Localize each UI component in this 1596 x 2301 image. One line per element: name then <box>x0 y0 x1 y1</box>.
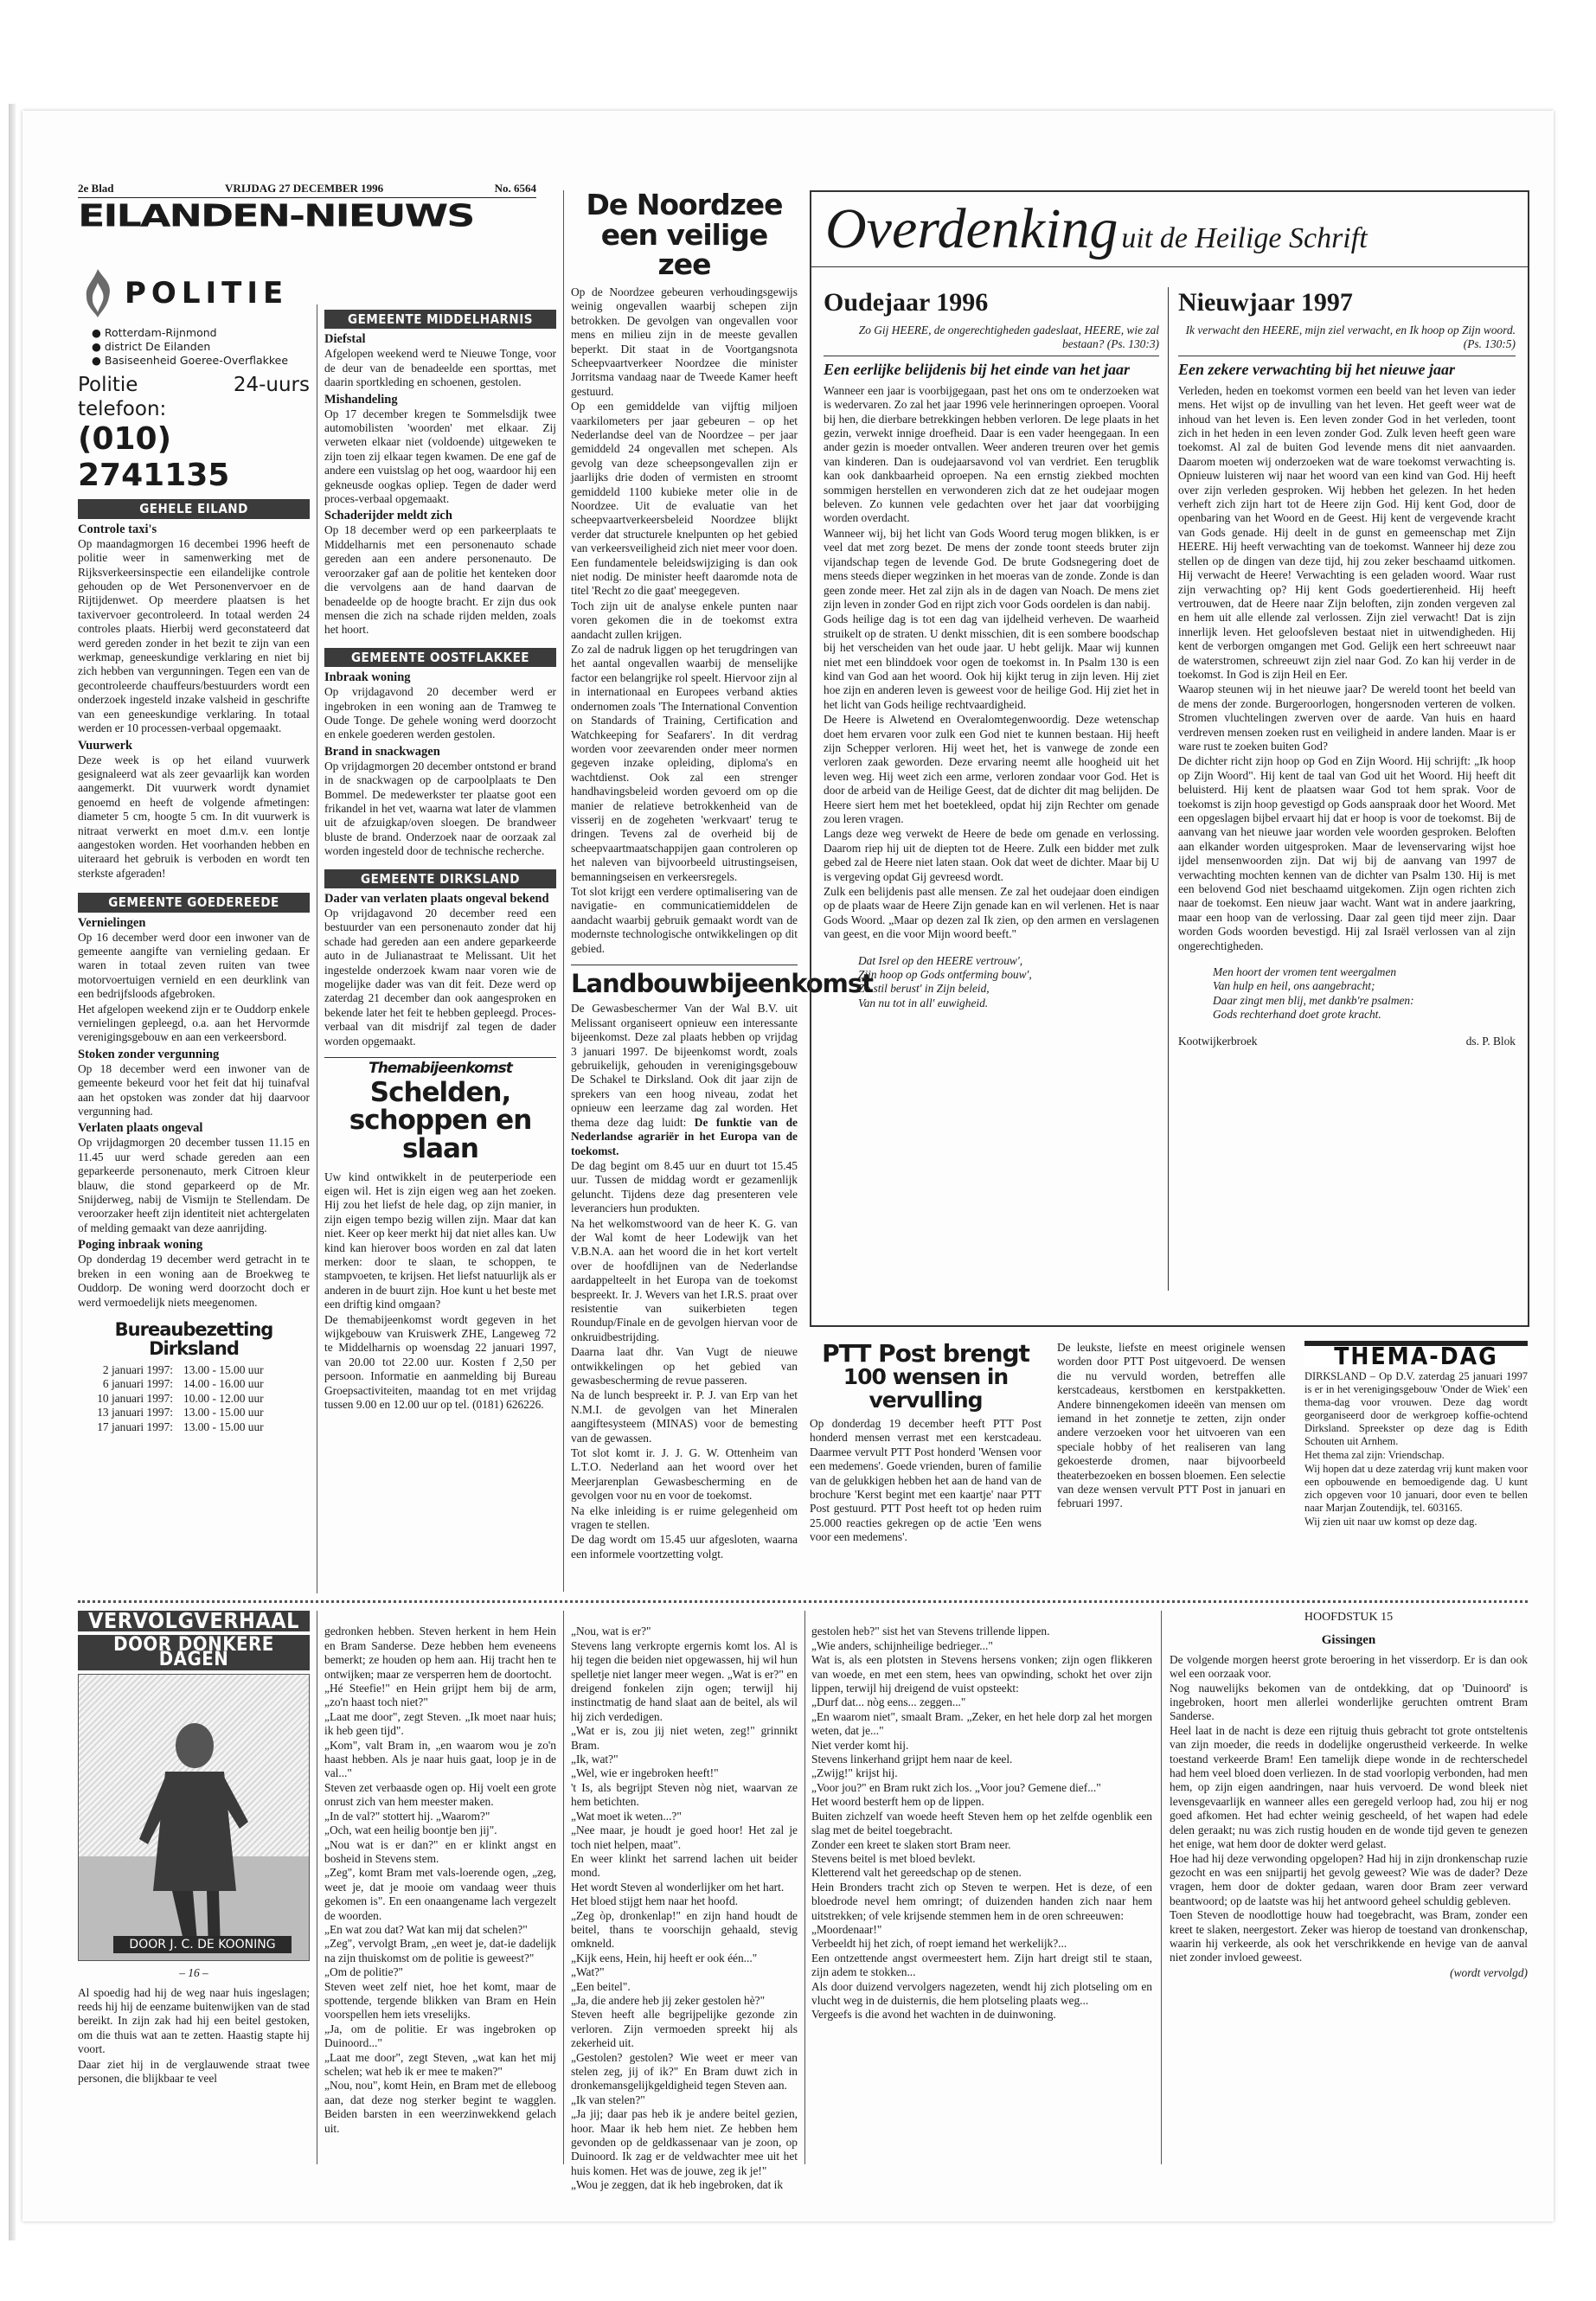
serial-illustration <box>78 1674 310 1961</box>
article-mishandeling: Op 17 december kregen te Sommelsdijk twee automobilisten 'woorden' met elkaar. Zij verweten elkaar niet (voldoende) uitgeweken te zijn toen zij elkaar tegen kwamen. De ene gaf de andere een vuistslag op het oog, waardoor hij een gekneusde oogkas opliep. Tegen de dader werd proces-verbaal opgemaakt. <box>324 407 556 506</box>
headline-controle-taxis: Controle taxi's <box>78 522 157 536</box>
politie-line-1: ● Rotterdam-Rijnmond <box>92 326 217 340</box>
article-landbouw-6: Tot slot komt ir. J. J. G. W. Ottenheim van L.T.O. Nederland aan het woord over het Meerjarenplan Gewasbescherming en de gevolgen voor nu en voor de toekomst. <box>571 1446 798 1503</box>
serial-col-5 <box>1170 1611 1528 1980</box>
serial-c4: gestolen heb?" sist het van Stevens trillende lippen. „Wie anders, schijnheilige bedrieger..." Wat is, als een plotsten in Stevens hersens vonken; zijn ogen flikkeren van woede, en met een stem, hees van opwinding, schokt het over zijn lippen, terwijl hij dreigend de vuist opsteekt: „Durf dat... nòg eens... zeggen..." „En waarom niet", smaalt Bram. „Zeker, en het hele dorp zal het morgen weten, dat je..." Niet verder komt hij. Stevens linkerhand grijpt hem naar de keel. „Zwijg!" krijst hij. „Voor jou?" en Bram rukt zich los. „Voor jou? Gemene dief..." Het woord besterft hem op de lippen. Buiten zichzelf van woede heeft Steven hem op het zelfde ogenblik een slag met de beitel toegebracht. Zonder een kreet te slaken stort Bram neer. Stevens beitel is met bloed bevlekt. Kletterend valt het gereedschap op de stenen. Hein Bronders tracht zich op Steven te werpen. Het is deze, of een bloedrode nevel hem omringt; of duizenden handen zich naar hem uitstrekken; of vele krijsende stemmen hem in de oren schreeuwen: „Moordenaar!" Verbeeldt hij het zich, of roept iemand het werkelijk?... Een ontzettende angst overmeestert hem. Zijn hart dreigt stil te staan, zijn adem te stokken... Als door duizend vervolgers nagezeten, wendt hij zich plotseling om en vlucht weg in de duisternis, die hem plotseling plaats weg... Vergeefs is die avond het wachten in de duinwoning. <box>811 1625 1152 2022</box>
section-gemeente-goedereede: GEMEENTE GOEDEREEDE <box>78 893 310 912</box>
politie-line-3: ● Basiseenheid Goeree-Overflakkee <box>92 354 289 368</box>
oudejaar-p3: Gods heilige dag is tot een dag van ijdelheid verheven. De waarheid struikelt op de straten. U denkt misschien, dit is een sombere boodschap bij het verscheiden van het oude jaar. U hebt gelijk. Maar wij kunnen niet met een blinddoek voor ogen de toekomst in. In Psalm 130 is een kind van God aan het woord. Ook hij kijkt terug in zijn leven. Hij ziet hoe zijn en anderen leven is geweest voor de heilige God. Hij ziet het in het licht van Gods heilige rechtvaardigheid. <box>824 612 1159 711</box>
thema-kicker: Themabijeenkomst <box>369 1060 512 1078</box>
headline-brand-snackwagen: Brand in snackwagen <box>324 744 440 759</box>
article-diefstal: Afgelopen weekend werd te Nieuwe Tonge, voor de deur van de benadeelde een sporttas, met daarin sportkleding en schoenen, gestolen. <box>324 347 556 389</box>
article-schelden: Uw kind ontwikkelt in de peuterperiode een eigen wil. Het is zijn eigen weg aan het zoeken. Hij zou het liefst de hele dag, op zijn manier, in zijn eigen tempo bezig willen zijn. Maar dat kan niet. Keer op keer merkt hij dat niet alles kan. Uw kind kan hierover boos worden en zal dat laten merken: door te slaan, te schoppen, te stampvoeten, te krijsen. Het liefst natuurlijk als er anderen in de buurt zijn. Hoe kunt u het beste met een driftig kind omgaan? <box>324 1170 556 1311</box>
ptt-article <box>810 1341 1294 1600</box>
oudejaar-poem: Dat Isrel op den HEERE vertrouw', Zijn hoop op Gods ontferming bouw', Zo stil berust' in Zijn beleid, Van nu tot in all' euwigheid. <box>858 953 1032 1009</box>
oudejaar-head: Oudejaar 1996 <box>824 288 989 317</box>
themadag-p3: Wij hopen dat u deze zaterdag vrij kunt maken voor een opbouwende en bemoedigende dag. U kunt zich opgeven voor 10 januari, door even te bellen naar Marjan Zoutendijk, tel. 603165. <box>1304 1463 1528 1515</box>
article-poging-inbraak: Op donderdag 19 december werd getracht in te breken in een woning aan de Broekweg te Ouddorp. De woning werd doorzocht doch er werd vermoedelijk niets meegenomen. <box>78 1253 310 1309</box>
newspaper-page <box>78 182 1531 2192</box>
headline-stoken: Stoken zonder vergunning <box>78 1047 220 1061</box>
article-inbraak-woning: Op vrijdagavond 20 december werd er ingebroken in een woning aan de Tramweg te Oude Tonge. De gehele woning werd doorzocht en enkele goederen werden gestolen. <box>324 685 556 741</box>
continuation-note: (wordt vervolgd) <box>1450 1965 1528 1979</box>
article-schaderijder: Op 18 december werd op een parkeerplaats te Middelharnis met een personenauto schade gereden aan een andere personenauto. De veroorzaker gaf aan de politie het kenteken door die vervolgens aan de hand daarvan de benadeelde op de hoogte bracht. Er zijn dus ook mensen die zich na schade rijden melden, zoals het hoort. <box>324 523 556 637</box>
serial-head-2: DOOR DONKERE DAGEN <box>78 1635 310 1670</box>
ptt-col-2 <box>1057 1341 1285 1512</box>
serial-c1-p2: Daar ziet hij in de verglauwende straat twee personen, die blijkbaar te veel <box>78 2057 310 2086</box>
column-rule <box>563 1611 564 2164</box>
binding-spine <box>9 104 16 2240</box>
serial-col-3 <box>571 1611 798 2208</box>
article-noordzee-4: Zo zal de nadruk liggen op het terugdringen van het aantal ongevallen waarbij de menselijke factor een belangrijke rol speelt. Hiervoor zijn al in internationaal en Europees verband akties ondernomen zoals 'The International Convention on Standards of Training, Certification and Watchkeeping for Seafarers'. In dit verdrag worden voor zeevarenden onder meer normen gegeven inzake opleiding, diploma's en wachtdienst. Ook zal een strenger handhavingsbeleid worden gevoerd om op die manier de relatieve betrokkenheid van de visserij en de zogeheten 'werkvaart' terug te dringen. Tevens zal de overheid bij de scheepvaartmaatschappijen gaan controleren op het naleven van bijvoorbeeld uitrustingseisen, bemanningseisen en verkeersregels. <box>571 643 798 883</box>
article-noordzee-2: Op een gemiddelde van vijftig miljoen vaarkilometers per jaar gebeuren – op het Nederlandse deel van de Noordzee – per jaar gemiddeld 24 ongevallen met schepen. Als gevolg van deze scheepsongevallen zijn er jaarlijks drie doden of vermisten en stroomt gemiddeld 1100 kubieke meter olie in de Noordzee. Uit de evaluatie van het scheepvaartverkeersbeleid Noordzee blijkt verder dat structurele knelpunten op het gebied van verkeersveiligheid zich niet meer voor doen. Een fundamentele beleidswijziging is dan ook niet nodig. De minister heeft daaromde nota de titel 'Recht zo die gaat' meegegeven. <box>571 400 798 598</box>
phone-number: (010) 2741135 <box>78 421 230 494</box>
chapter-subtitle: Gissingen <box>1321 1633 1376 1648</box>
headline-vernielingen: Vernielingen <box>78 915 146 930</box>
serial-c3: „Nou, wat is er?" Stevens lang verkropte ergernis komt los. Al is hij tegen die beiden niet opgewassen, hij wil hun spelletje niet langer meer wegen. „Wat is er?" en dreigend fonkelen zijn ogen; terwijl hij instinctmatig de hand slaat aan de beitel, als wil hij zich verdedigen. „Wat er is, zou jij niet weten, zeg!" grinnikt Bram. „Ik, wat?" „Wel, wie er ingebroken heeft!" 't Is, als begrijpt Steven nòg niet, waarvan ze hem betichten. „Wat moet ik weten...?" „Nee maar, je houdt je goed hoor! Het zal je toch niet helpen, maat". En weer klinkt het sarrend lachen uit beider mond. Het wordt Steven al wonderlijker om het hart. Het bloed stijgt hem naar het hoofd. „Zeg òp, dronkenlap!" en zijn hand houdt de beitel, thans te voorschijn gehaald, stevig omkneld. „Kijk eens, Hein, hij heeft er ook één..." „Wat?" „Een beitel". „Ja, die andere heb jij zeker gestolen hè?" Steven heeft alle begrijpelijke gezonde zin verloren. Zijn vermoeden spreekt hij als zekerheid uit. „Gestolen? gestolen? Wie weet er meer van stelen zeg, jij of ik?" En Bram duwt zich in dronkemansgelijkgeldigheid tegen Steven aan. „Ik van stelen?" „Ja jij; daar pas heb ik je andere beitel gezien, hoor. Maar ik heb hem niet. Ze hebben hem gevonden op de geldkassenaar van je zoon, op Duinoord. Ik zag er de veldwachter mee uit het huis komen. Het was de jouwe, zeg ik je!" „Wou je zeggen, dat ik heb ingebroken, dat ik <box>571 1625 798 2192</box>
overdenking-box <box>810 190 1529 1327</box>
politie-logo-text: POLITIE <box>125 276 289 311</box>
headline-schelden-schoppen: Schelden, schoppen en slaan <box>349 1076 532 1164</box>
headline-landbouw: Landbouwbijeenkomst <box>571 969 873 999</box>
oudejaar-p1: Wanneer een jaar is voorbijgegaan, past het ons om te onderzoeken wat is wedervaren. Zo zal het jaar 1996 vele herinneringen oproepen. Vooral bij hen, die dierbare betrekkingen hebben verloren. De lege plaats in het gezin, verwekt innige droefheid. Daar is een vader heengegaan. In een ander gezin is moeder ontvallen. Weer anderen treuren over het gemis van kinderen. Dan is oudejaarsavond vol van verdriet. Een terugblik kan ook dankbaarheid oproepen. Na een ernstig ziekbed mochten sommigen herstellen en verwonderen zich dat ze het oudejaar mogen beleven. Zo kunnen vele gedachten over het jaar dat voorbijging worden overdacht. <box>824 383 1159 525</box>
politie-block <box>78 267 310 494</box>
nieuwjaar-poem: Men hoort der vromen tent weergalmen Van hulp en heil, ons aangebracht; Daar zingt men blij, met dankb're psalmen: Gods rechterhand doet grote kracht. <box>1213 965 1414 1022</box>
article-landbouw-3: Na het welkomstwoord van de heer K. G. van der Wal komt de heer Lodewijk van het V.B.N.A. aan het woord die in het kort vertelt over de hoofdlijnen van de Nederlandse aardappelteelt in het Europa van de toekomst bespreekt. Ir. J. Wevers van het I.R.S. praat over resistentie van suikerbieten tegen Roundup/Finale en de gevolgen hiervan voor de onkruidbestrijding. <box>571 1216 798 1343</box>
serial-byline: DOOR J. C. DE KOONING <box>113 1936 292 1953</box>
oudejaar-verse: Zo Gij HEERE, de ongerechtigheden gadeslaat, HEERE, wie zal bestaan? (Ps. 130:3) <box>858 324 1159 351</box>
serial-col-2 <box>324 1611 556 2150</box>
nieuwjaar-p2: Waarop steunen wij in het nieuwe jaar? De wereld toont het beeld van de mens der zonde. Burgeroorlogen, hongersnoden verteren de volken. Stromen vluchtelingen zwerven over de aarde. Van huis en haard verdreven mensen zoeken rust en veiligheid in andere landen. Maar is er ware rust te zoeken buiten God? <box>1178 683 1516 753</box>
section-gemeente-oostflakkee: GEMEENTE OOSTFLAKKEE <box>324 648 556 667</box>
serial-c5: De volgende morgen heerst grote beroering in het visserdorp. Er is dan ook wel een oorzaak voor. Nog nauwelijks bekomen van de ontdekking, dat op 'Duinoord' is ingebroken, hoort men allerlei wonderlijke geruchten omtrent Bram Sanderse. Heel laat in de nacht is deze een rijtuig thuis gebracht tot grote ontsteltenis van zijn moeder, die reeds in dodelijke ongerustheid verkeerde. In welke toestand verkeerde Bram! Een tamelijk diepe wonde in de rechterschedel had hem veel bloed doen verliezen. In de stad voorlopig verbonden, had men hem, op zijn eigen aandringen, naar huis vervoerd. De wond bleek niet levensgevaarlijk en wanneer alles een geregeld verloop had, zou hij er nog goed afkomen. Het had echter weinig gescheeld, of het wapen had edele delen geraakt; nu was zich rustig houden en de wonde tijd geven te genezen het enige, wat hem door de dokter werd gelast. Hoe had hij deze verwonding opgelopen? Had hij in zijn dronkenschap ruzie gezocht en was een snijpartij het gevolg geweest? Wie was de dader? Deze vragen, hem door de dokter gedaan, waren door Bram zeer verward beantwoord; op de laatste was hij het antwoord geheel schuldig gebleven. Toen Steven de noodlottige houw had toegebracht, was Bram, zonder een kreet te slaken, neergestort. Zeker was hierop de toestand van dronkenschap, waarin hij verkeerde, als ook het verschrikkende en hevige van de aanval niet zonder invloed geweest. <box>1170 1652 1528 1965</box>
schedule-row: 10 januari 1997: 10.00 - 12.00 uur <box>97 1391 264 1405</box>
masthead-strip <box>78 182 536 198</box>
nieuwjaar-p1: Verleden, heden en toekomst vormen een beeld van het leven van ieder mens. Het wijst op de invulling van het leven. Het geeft weer wat de inhoud van het leven is. Een leven zonder God in het verleden, toont zich in het heden in een leven zonder God. Zulk leven heeft geen ware toekomst. Al zal de buiten God levende mens dit niet aanvaarden. Daarom moeten wij onderzoeken wat de ware toekomst verwachting is. Opnieuw luisteren wij naar het woord van een kind van God. Hij heeft over zijn verleden gesproken. Wij hebben het gelezen. In het heden verheft zich zijn hart tot de Heere zijn God. Hij kent God, door de openbaring van het Woord en de Geest. Hij kent de vergevende kracht van Gods genade. Hij deelt in de gunst en gemeenschap met Zijn HEERE. Hij heeft verwachting van de toekomst. Wanneer hij deze zou stellen op de dingen van deze tijd, hij zou zeker beschaamd uitkomen. Hij verwacht de Heere! Verwachting is een geladen woord. Waar rust zijn verwachting op? Hij kent Gods goedertierenheid. Hij heeft vertrouwen, dat de Heere naar Zijn beloften, zijn zonden vergeven zal en hem uit alle ellende zal verlossen. Zijn ziel verwacht! Dat is zijn innerlijk leven. Het geloofsleven bestaat niet in uitwendigheden. Hij kent de verborgen omgangen met God. Gelijk een hert schreeuwt naar de waterstromen, schreeuwt zijn ziel naar God. Zo kan hij verder in de toekomst. In God is zijn Heil en Eer. <box>1178 383 1516 681</box>
schedule-row: 13 januari 1997: 13.00 - 15.00 uur <box>97 1406 264 1420</box>
article-dader-bekend: Op vrijdagavond 20 december reed een bestuurder van een personenauto zonder dat hij schade had gereden aan een andere geparkeerde auto in de Julianastraat te Melissant. Uit het ingestelde onderzoek kwam naar voren wie de mogelijke dader was van dit feit. Deze werd op zaterdag 21 december dan ook aangesproken en bekende later het feit te hebben gepleegd. Proces-verbaal van dit misdrijf zal tegen de dader worden opgemaakt. <box>324 907 556 1048</box>
themadag-p4: Wij zien uit naar uw komst op deze dag. <box>1304 1516 1477 1529</box>
themadag-p2: Het thema zal zijn: Vriendschap. <box>1304 1449 1445 1462</box>
section-gemeente-dirksland: GEMEENTE DIRKSLAND <box>324 869 556 888</box>
serial-separator <box>78 1600 1528 1603</box>
phone-label: Politie 24-uurs telefoon: <box>78 374 310 421</box>
newspaper-title: EILANDEN-NIEUWS <box>78 197 474 234</box>
article-vernielingen-2: Het afgelopen weekend zijn er te Ouddorp enkele vernielingen gepleegd, o.a. aan het Hervormde verenigingsgebouw en aan een verkeersbord. <box>78 1002 310 1044</box>
headline-inbraak-woning: Inbraak woning <box>324 670 411 685</box>
overdenking-left <box>824 287 1159 1010</box>
oudejaar-subhead: Een eerlijke belijdenis bij het einde van het jaar <box>824 360 1130 378</box>
column-rule <box>804 1611 805 2164</box>
article-noordzee-3: Toch zijn uit de analyse enkele punten naar voren gekomen die in de toekomst extra aandacht zullen krijgen. <box>571 599 798 641</box>
politie-line-2: ● district De Eilanden <box>92 340 211 354</box>
article-stoken: Op 18 december werd een inwoner van de gemeente bekeurd voor het feit dat hij tuinafval aan het opstoken was zonder dat hij daarvoor vergunning had. <box>78 1061 310 1118</box>
article-landbouw-1: De Gewasbeschermer Van der Wal B.V. uit Melissant organiseert opnieuw een interessante bijeenkomst. Deze zal plaats hebben op vrijdag 3 januari 1997. De bijeenkomst wordt, zoals gebruikelijk, gehouden in verenigingsgebouw De Schakel te Dirksland. Ook dit jaar zijn de sprekers van een hoog niveau, zodat het opnieuw een leerzame dag zal worden. Het thema deze dag luidt: De funktie van de Nederlandse agrariër in het Europa van de toekomst. <box>571 1002 798 1157</box>
nieuwjaar-p3: De dichter richt zijn hoop op God en Zijn Woord. Hij schrijft: „Ik hoop op Zijn Woord". Hij kent de taal van God uit het Woord. Hij heeft dit beluisterd. Hij kent de plaatsen waar God tot hem sprak. Voor de toekomst is zijn hoop gevestigd op Gods aanspraak door het Woord. Met een opgeslagen bijbel ervaart hij dat er hoop is voor de toekomst. Bij de aanvang van het nieuwe jaar worden vele woorden gesproken. Beloften aan elkander worden uitgesproken. Maar de levenservaring wijst hoe ijdel mensenwoorden zijn. Dat wij bij de aanvang van 1997 de verwachting mochten kennen van de dichter van Psalm 130. Hij is met een belovend God niet beschaamd uitgekomen. Zijn ogen richten zich naar de toekomst. Een nieuw jaar wacht. Want wat in andere jaarkring, maar een hoop van de verlossing. Daar zal geen tijd meer zijn. Daar worden Gods woorden bevestigd. Hij zal Israël verlossen van al zijn ongerechtigheden. <box>1178 754 1516 952</box>
schedule-row: 2 januari 1997: 13.00 - 15.00 uur <box>102 1363 264 1376</box>
ptt-head-2: 100 wensen in vervulling <box>843 1364 1009 1413</box>
headline-poging-inbraak: Poging inbraak woning <box>78 1238 203 1253</box>
column-rule <box>563 190 564 1592</box>
serial-c2: gedronken hebben. Steven herkent in hem Hein en Bram Sanderse. Deze hebben hem eveneens bemerkt; ze houden op hem aan. Hij tracht hen te ontwijken; maar ze versperren hem de doortocht. „Hé Steefie!" en Hein grijpt hem bij de arm, „zo'n haast toch niet?" „Laat me door", zegt Steven. „Ik moet naar huis; ik heb geen tijd". „Kom", valt Bram in, „en waarom wou je zo'n haast hebben. Als je naar huis gaat, loop je in de val..." Steven zet verbaasde ogen op. Hij voelt een grote onrust zich van hem meester maken. „In de val?" stottert hij. „Waarom?" „Och, wat een heilig boontje ben jij". „Nou wat is er dan?" en er klinkt angst en bosheid in Stevens stem. „Zeg", komt Bram met vals-loerende ogen, „zeg, weet je, dat je mooie om vandaag weer thuis gekomen is". En een onaangename lach vergezelt de woorden. „En wat zou dat? Wat kan mij dat schelen?" „Zeg", vervolgt Bram, „en weet je, dat-ie dadelijk na zijn thuiskomst om de politie is geweest?" „Om de politie?" Steven weet zelf niet, hoe het komt, maar de spottende, tergende blikken van Bram en Hein voorspellen hem iets vreselijks. „Ja, om de politie. Er was ingebroken op Duinoord..." „Laat me door", zegt Steven, „wat kan het mij schelen; wat heb ik er mee te maken?" „Nou, nou", komt Hein, en Bram met de elleboog aan, dat deze nog sterker begint te wagglen. Beiden barsten in een weerzinwekkend gelach uit. <box>324 1625 556 2135</box>
schedule-row: 17 januari 1997: 13.00 - 15.00 uur <box>97 1420 264 1433</box>
themadag-head: THEMA-DAG <box>1304 1341 1528 1367</box>
section-gehele-eiland: GEHELE EILAND <box>78 499 310 518</box>
serial-part: – 16 – <box>179 1966 208 1980</box>
themadag-p1: DIRKSLAND – Op D.V. zaterdag 25 januari 1997 is er in het verenigingsgebouw 'Onder de Wiek' een thema-dag voor vrouwen. Deze dag wordt georganiseerd door de werkgroep koffie-ochtend Dirksland. Spreekster op deze dag is Edith Schouten uit Arnhem. <box>1304 1370 1528 1448</box>
article-schelden-2: De themabijeenkomst wordt gegeven in het wijkgebouw van Kruiswerk ZHE, Langeweg 72 te Middelharnis op woensdag 22 januari 1997, van 20.00 tot 22.00 uur. Kosten f 2,50 per persoon. Informatie en aanmelding bij Bureau Groepsactiviteiten, maandag tot en met vrijdag tussen 9.00 en 12.00 uur op tel. (0181) 626226. <box>324 1312 556 1412</box>
column-rule <box>1161 1611 1162 2164</box>
headline-verlaten-plaats: Verlaten plaats ongeval <box>78 1121 203 1136</box>
headline-vuurwerk: Vuurwerk <box>78 738 133 753</box>
section-gemeente-middelharnis: GEMEENTE MIDDELHARNIS <box>324 310 556 329</box>
oudejaar-p6: Zulk een belijdenis past alle mensen. Ze zal het oudejaar doen eindigen op de plaats waar de Heere Zijn genade kan en wil verlenen. Het is naar Gods Woord. „Maar op dezen zal Ik zien, op den armen en verslagenen van geest, en die voor Mijn woord beeft." <box>824 885 1159 941</box>
schedule-row: 6 januari 1997: 14.00 - 16.00 uur <box>102 1377 264 1391</box>
overdenking-column-rule <box>1168 287 1169 1291</box>
article-vernielingen: Op 16 december werd door een inwoner van de gemeente aangifte van vernieling gedaan. Er waren in totaal zeven ruiten van twee motorvoertuigen vernield en een deurklink van een bedrijfsloods afgebroken. <box>78 930 310 1001</box>
serial-head-1: VERVOLGVERHAAL <box>78 1611 310 1631</box>
article-verlaten-plaats: Op vrijdagmorgen 20 december tussen 11.15 en 11.45 uur werd schade gereden aan een geparkeerde personenauto, merk Citroen kleur blauw, die stond geparkeerd op de Mr. Snijderweg, nabij de Vismijn te Stellendam. De veroorzaker heeft zijn identiteit niet achtergelaten of melding gemaakt van deze aanrijding. <box>78 1136 310 1234</box>
article-landbouw-4: Daarna laat dhr. Van Vugt de nieuwe ontwikkelingen op het gebied van gewasbescherming de revue passeren. <box>571 1345 798 1388</box>
issue-date: VRIJDAG 27 DECEMBER 1996 <box>225 182 384 195</box>
headline-bureaubezetting: Bureaubezetting Dirksland <box>114 1318 273 1359</box>
headline-noordzee: De Noordzee een veilige zee <box>586 188 783 282</box>
page-label: 2e Blad <box>78 182 114 195</box>
headline-mishandeling: Mishandeling <box>324 392 398 407</box>
politie-flame-icon <box>78 267 118 319</box>
article-vuurwerk: Deze week is op het eiland vuurwerk gesignaleerd wat als zeer gevaarlijk kan worden aangemerkt. Dit vuurwerk wordt dynamiet genoemd en heeft de volgende afmetingen: diameter 5 cm, hoogte 5 cm. In dit vuurwerk is nitraat verwerkt en moet d.m.v. een lontje aangestoken worden. Het voorhanden hebben en uiteraard het gebruik is verboden en wordt ten sterkste afgeraden! <box>78 753 310 880</box>
overdenking-right <box>1178 287 1516 1048</box>
nieuwjaar-verse: Ik verwacht den HEERE, mijn ziel verwacht, en Ik hoop op Zijn woord. (Ps. 130:5) <box>1185 324 1516 351</box>
column-2 <box>324 304 556 1413</box>
headline-diefstal: Diefstal <box>324 332 366 347</box>
overdenking-footer <box>1178 1035 1516 1048</box>
chapter-head: HOOFDSTUK 15 <box>1304 1611 1394 1624</box>
article-landbouw-8: De dag wordt om 15.45 uur afgesloten, waarna een informele voortzetting volgt. <box>571 1533 798 1561</box>
article-landbouw-7: Na elke inleiding is er ruime gelegenheid om vragen te stellen. <box>571 1503 798 1532</box>
ptt-p1: Op donderdag 19 december heeft PTT Post honderd mensen verrast met een kerstcadeau. Daarmee vervult PTT Post honderd 'Wensen voor een medemens'. Goede vrienden, buren of familie van de gelukkigen hebben het aan de hand van de brochure 'Kerst begint met een kaartje' naar PTT Post gestuurd. PTT Post heeft tot op heden ruim 25.000 reacties gekregen op de actie 'Een wens voor een medemens'. <box>810 1416 1042 1544</box>
issue-number: No. 6564 <box>494 182 536 195</box>
schedule-list <box>78 1363 310 1434</box>
author-place: Kootwijkerbroek <box>1178 1034 1258 1048</box>
nieuwjaar-subhead: Een zekere verwachting bij het nieuwe jaar <box>1178 360 1456 378</box>
article-controle-taxis: Op maandagmorgen 16 decembei 1996 heeft de politie weer in samenwerking met de Rijksverkeersinspectie een eilandelijke controle gehouden op de Wet Personenvervoer en de Rijtijdenwet. Op meerdere plaatsen is het taxivervoer gecontroleerd. In totaal werden 24 controles plaats. Hierbij werd geconstateerd dat werd gereden zonder in het bezit te zijn van een werkmap, geneeskundige verklaring en niet bij zich hebben van vergunningen. Tegen een van de gecontroleerde chauffeurs/bestuurders wordt een onderzoek ingesteld inzake valsheid in geschrifte van een geneeskundige verklaring. In totaal werden er 10 processen-verbaal opgemaakt. <box>78 536 310 735</box>
headline-schaderijder: Schaderijder meldt zich <box>324 509 452 523</box>
overdenking-title: Overdenking <box>825 197 1118 260</box>
nieuwjaar-head: Nieuwjaar 1997 <box>1178 288 1353 317</box>
themadag-article <box>1304 1341 1528 1529</box>
fisherman-figure-icon <box>79 1675 310 1960</box>
serial-col-4 <box>811 1611 1152 2037</box>
oudejaar-p5: Langs deze weg verwekt de Heere de bede om genade en verlossing. Daarom riep hij uit de diepten tot de Heere. Zulk een bidder met zulk gebed zal de Heere niet laten staan. Ook dat weet de dichter. Maar bij U is vergeving opdat Gij gevreesd wordt. <box>824 827 1159 883</box>
serial-c1-p1: Al spoedig had hij de weg naar huis ingeslagen; reeds hij hij de eenzame buitenwijken van de stad bereikt. In zijn zak had hij een beitel gestoken, om die thuis wat aan te zetten. Haastig stapte hij voort. <box>78 1985 310 2056</box>
author-name: ds. P. Blok <box>1465 1034 1516 1048</box>
article-brand-snackwagen: Op vrijdagmorgen 20 december ontstond er brand in de snackwagen op de carpoolplaats te Den Bommel. De medewerkster ter plaatse goot een frikandel in het vet, waarna wat later de vlammen uit de afzuigkap/oven sloegen. De brandweer bluste de brand. Onderzoek naar de oorzaak zal worden ingesteld door de technische recherche. <box>324 759 556 858</box>
headline-dader-bekend: Dader van verlaten plaats ongeval bekend <box>324 892 549 906</box>
article-landbouw-5: Na de lunch bespreekt ir. P. J. van Erp van het N.M.I. de gevolgen van het Mineralen aangiftesysteem (MINAS) voor de bemesting van de gewassen. <box>571 1388 798 1445</box>
article-landbouw-2: De dag begint om 8.45 uur en duurt tot 15.45 uur. Tussen de middag wordt er gezamenlijk geluncht. Tijdens deze dag presenteren vele leveranciers hun produkten. <box>571 1158 798 1215</box>
serial-col-1 <box>78 1608 310 2086</box>
article-noordzee-5: Tot slot krijgt een verdere optimalisering van de navigatie- en communicatiemiddelen de aandacht waarbij gebruik gemaakt wordt van de modernste technologische ontwikkelingen op dit gebied. <box>571 884 798 955</box>
ptt-col-1 <box>810 1341 1042 1546</box>
divider <box>324 1057 556 1058</box>
ptt-p2: De leukste, liefste en meest originele wensen worden door PTT Post uitgevoerd. De wensen die nu vervuld worden, betreffen alle kerstcadeaus, kerstbomen en kerstpakketten. Andere binnengekomen ideeën van mensen om iemand in het zonnetje te zetten, zijn onder andere verzoeken voor het uitvoeren van een speciale hobby of het realiseren van lang gekoesterde dromen, naar bijvoorbeeld theaterbezoeken en bossen bloemen. Een selectie van deze wensen vervult PTT Post in januari en februari 1997. <box>1057 1341 1285 1510</box>
oudejaar-p4: De Heere is Alwetend en Overalomtegenwoordig. Deze wetenschap doet hem ervaren voor zulk een God niet te kunnen bestaan. Hij heeft zijn Schepper verloren. Hij weet het, het is vanwege de zonde een verloren zaak geworden. Deze ervaring neemt alle hoogheid uit het leven weg. Hij weet zich een arme, verloren zondaar voor God. Het is door de arbeid van de Heilige Geest, dat de dichter dit mag belijden. De Heere siert hem met het boetekleed, opdat hij zijn Rechter om genade zou leren vragen. <box>824 713 1159 825</box>
oudejaar-p2: Wanneer wij, bij het licht van Gods Woord terug mogen blikken, is er veel dat met zorg bezet. De mens der zonde toont steeds bruter zijn vijandschap tegen de levende God. De brute Godsnegering doet de mens steeds dieper wegzinken in het moeras van de zonde. Zonde is dan geen zonde meer. Het zal zijn als in de dagen van Noach. De mens ziet zijn leven in zonder God en rijpt zich voor Gods oordelen is dan nabij. <box>824 526 1159 611</box>
ptt-head-1: PTT Post brengt <box>822 1339 1029 1368</box>
landbouw-theme: De funktie van de Nederlandse agrariër in het Europa van de toekomst. <box>571 1115 798 1157</box>
overdenking-subtitle: uit de Heilige Schrift <box>1121 222 1368 254</box>
column-3 <box>571 188 873 1562</box>
article-noordzee-1: Op de Noordzee gebeuren verhoudingsgewijs weinig ongevallen waarbij schepen zijn betrokken. De gevolgen van ongevallen voor mens en milieu zijn in de meeste gevallen beperkt. Dit staat in de Voortgangsnota Scheepvaartverkeer Noordzee die minister Jorritsma vandaag naar de Tweede Kamer heeft gestuurd. <box>571 285 798 398</box>
